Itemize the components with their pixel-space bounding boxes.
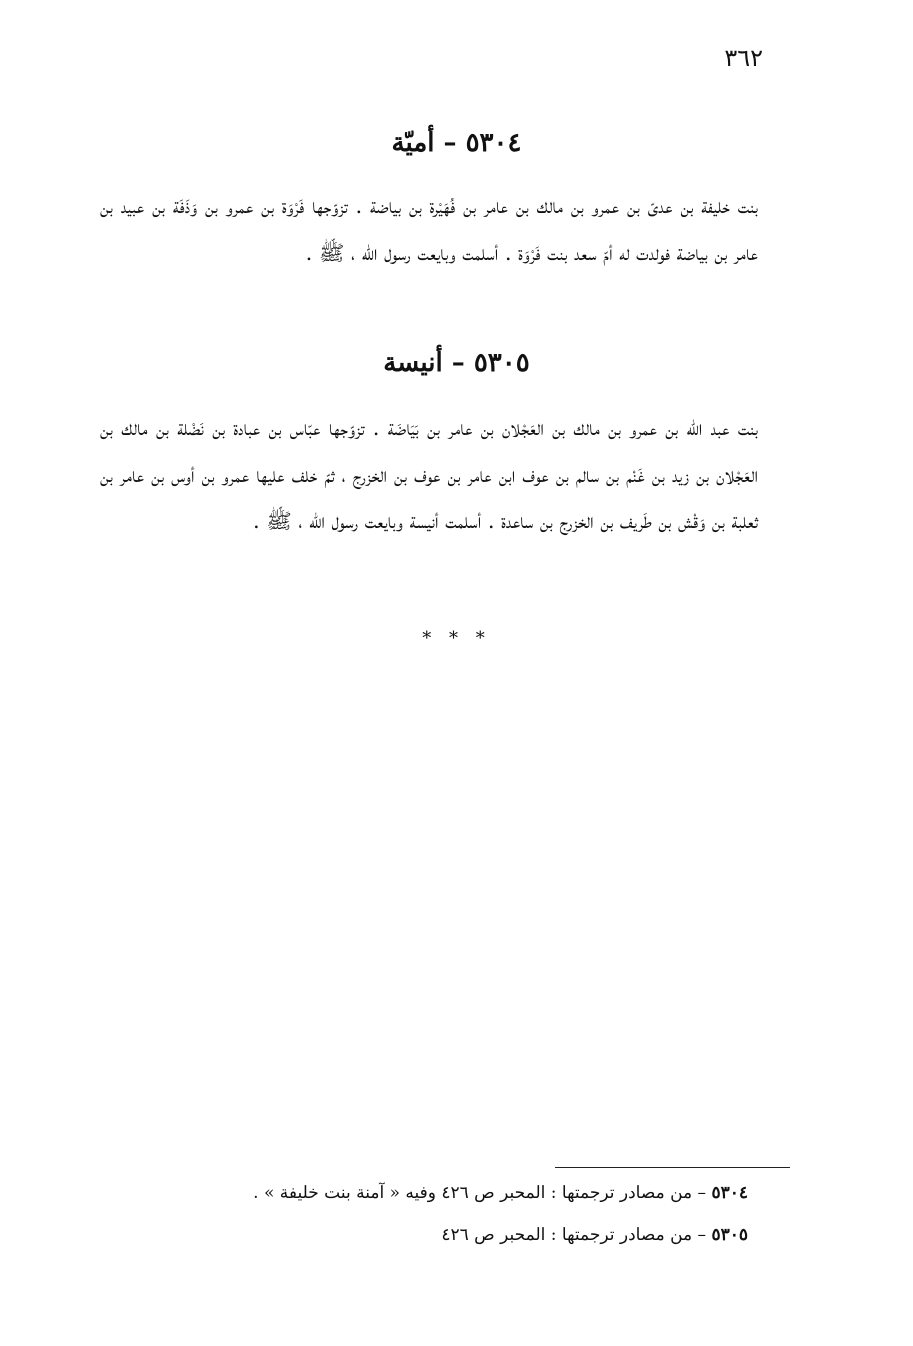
entry-heading-5305: ٥٣٠٥ – أنيسة (383, 348, 530, 378)
footnote-5305 (441, 1225, 748, 1245)
footnote-divider (555, 1167, 790, 1168)
page-number: ٣٦٢ (724, 44, 763, 72)
entry-text-5304: بنت خليفة بن عدىّ بن عمرو بن مالك بن عامر بن فُهَيْرة بن بياضة . تزوّجها فَرْوَة بن عمرو بن وَذَفَة بن عبيد بن عامر بن بياضة فولدت له أمّ سعد بنت فَرْوَة . أسلمت وبايعت رسول الله ، ﷺ . (100, 194, 758, 265)
footnote-text: – من مصادر ترجمتها : المحبر ص ٤٢٦ (441, 1225, 707, 1245)
entry-text-5305: بنت عبد الله بن عمرو بن مالك بن العَجْلان بن عامر بن بَيَاضَة . تزوّجها عبّاس بن عبادة بن نَضْلة بن مالك بن العَجْلان بن زيد بن غَنْم بن سالم بن عوف ابن عامر بن عوف بن الخزرج ، ثمّ خلف عليها عمرو بن أوس بن عامر بن ثعلبة بن وَقْش بن طَريف بن الخزرج بن ساعدة . أسلمت أنيسة وبايعت رسول الله ، ﷺ . (100, 416, 758, 533)
entry-heading-5304: ٥٣٠٤ – أميّة (391, 128, 522, 158)
footnote-number: ٥٣٠٤ (711, 1183, 748, 1203)
section-separator: * * * (422, 628, 491, 649)
footnote-text: – من مصادر ترجمتها : المحبر ص ٤٢٦ وفيه « آمنة بنت خليفة » . (253, 1183, 707, 1203)
footnote-5304 (253, 1183, 748, 1203)
footnote-number: ٥٣٠٥ (711, 1225, 748, 1245)
